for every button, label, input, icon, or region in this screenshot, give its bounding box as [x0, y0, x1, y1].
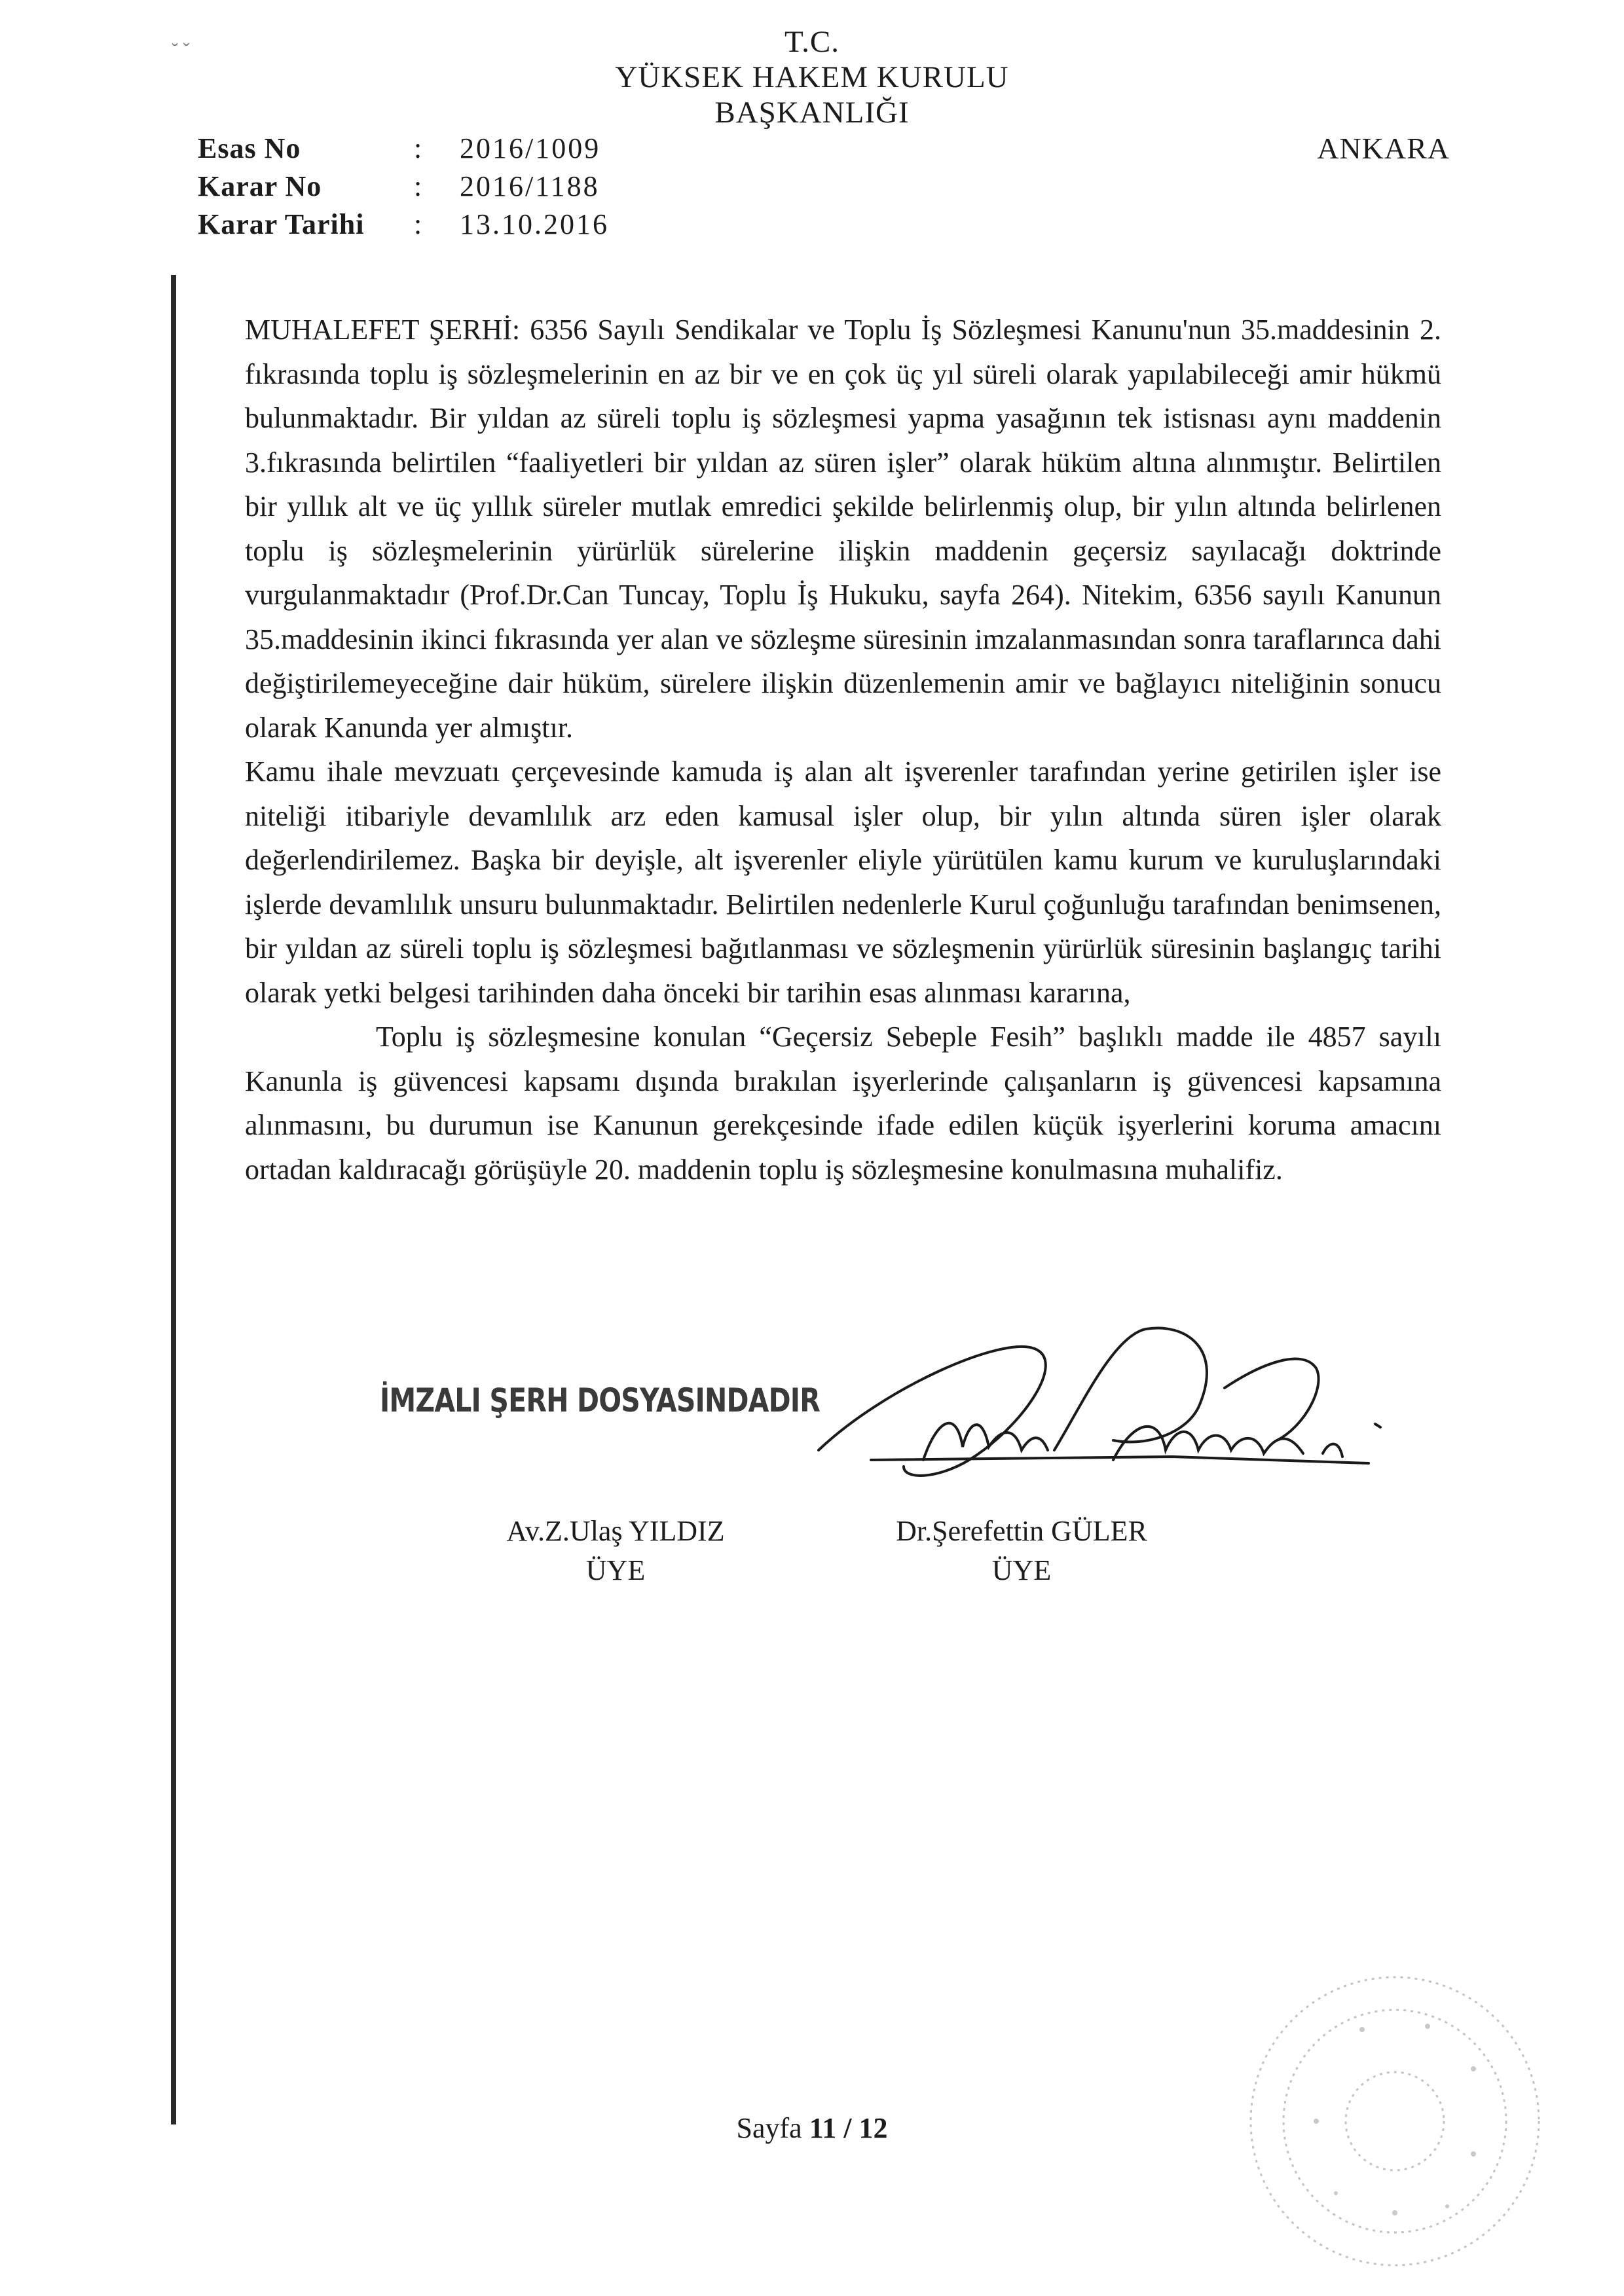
header-presidency: BAŞKANLIĞI [714, 96, 910, 130]
page-total: 12 [858, 2112, 888, 2144]
header-institution: YÜKSEK HAKEM KURULU [615, 60, 1009, 94]
member1-title: ÜYE [585, 1554, 646, 1586]
esas-value: 2016/1009 [460, 132, 601, 164]
karar-label: Karar No [198, 170, 322, 202]
member2-title: ÜYE [991, 1554, 1052, 1586]
member1-name: Av.Z.Ulaş YILDIZ [506, 1515, 725, 1547]
header-city: ANKARA [1317, 132, 1450, 165]
paragraph-1: MUHALEFET ŞERHİ: 6356 Sayılı Sendikalar ve Toplu İş Sözleşmesi Kanunu'nun 35.maddesinin 2. fıkrasında toplu iş sözleşmelerinin en az bir ve en çok üç yıl süreli olarak yapılabileceği amir hükmü bulunmaktadır. Bir yıldan az süreli toplu iş sözleşmesi yapma yasağının tek istisnası aynı maddenin 3.fıkrasında belirtilen “faaliyetleri bir yıldan az süren işler” olarak hüküm altına alınmıştır. Belirtilen bir yıllık alt ve üç yıllık süreler mutlak emredici şekilde belirlenmiş olup, bir yılın altında belirlenen toplu iş sözleşmelerinin yürürlük sürelerine ilişkin maddenin geçersiz sayılacağı doktrinde vurgulanmaktadır (Prof.Dr.Can Tuncay, Toplu İş Hukuku, sayfa 264). Nitekim, 6356 sayılı Kanunun 35.maddesinin ikinci fıkrasında yer alan ve sözleşme süresinin imzalanmasından sonra taraflarınca dahi değiştirilemeyeceğine dair hüküm, sürelere ilişkin düzenlemenin amir ve bağlayıcı niteliğinin sonucu olarak Kanunda yer almıştır. [245, 314, 1441, 744]
meta-karar-row [198, 168, 600, 206]
paragraph-3: Toplu iş sözleşmesine konulan “Geçersiz Sebeple Fesih” başlıklı madde ile 4857 sayılı Kanunla iş güvencesi kapsamı dışında bırakılan işyerlerinde çalışanların iş güvencesi kapsamına alınmasını, bu durumun ise Kanunun gerekçesinde ifade edilen küçük işyerlerini koruma amacını ortadan kaldıracağı görüşüyle 20. maddenin toplu iş sözleşmesine konulmasına muhalifiz. [245, 1021, 1441, 1186]
page-footer [0, 2111, 1624, 2145]
karar-separator: : [414, 170, 422, 202]
member2-name: Dr.Şerefettin GÜLER [896, 1515, 1147, 1547]
paragraph-2: Kamu ihale mevzuatı çerçevesinde kamuda iş alan alt işverenler tarafından yerine getirilen işler ise niteliği itibariyle devamlılık arz eden kamusal işler olup, bir yılın altında süren işler olarak değerlendirilemez. Başka bir deyişle, alt işverenler eliyle yürütülen kamu kurum ve kuruluşlarındaki işlerde devamlılık unsuru bulunmaktadır. Belirtilen nedenlerle Kurul çoğunluğu tarafından benimsenen, bir yıldan az süreli toplu iş sözleşmesi bağıtlanması ve sözleşmenin yürürlük süresinin başlangıç tarihi olarak yetki belgesi tarihinden daha önceki bir tarihin esas alınması kararına, [245, 756, 1441, 1009]
page-current: 11 [809, 2112, 837, 2144]
page-separator: / [843, 2112, 852, 2144]
signature-icon [805, 1309, 1447, 1525]
scan-mark: ˘ ˇ [172, 39, 190, 61]
esas-label: Esas No [198, 132, 301, 164]
meta-tarih-row [198, 206, 609, 244]
meta-esas-row [198, 130, 600, 168]
esas-separator: : [414, 132, 422, 164]
karar-value: 2016/1188 [460, 170, 600, 202]
tarih-separator: : [414, 208, 422, 240]
tarih-label: Karar Tarihi [198, 208, 365, 240]
tarih-value: 13.10.2016 [460, 208, 609, 240]
page-prefix: Sayfa [736, 2112, 802, 2144]
margin-rule [171, 275, 176, 2124]
dissent-body [245, 308, 1441, 1192]
header-tc: T.C. [784, 25, 840, 59]
signed-copy-stamp: İMZALI ŞERH DOSYASINDADIR [380, 1381, 821, 1419]
